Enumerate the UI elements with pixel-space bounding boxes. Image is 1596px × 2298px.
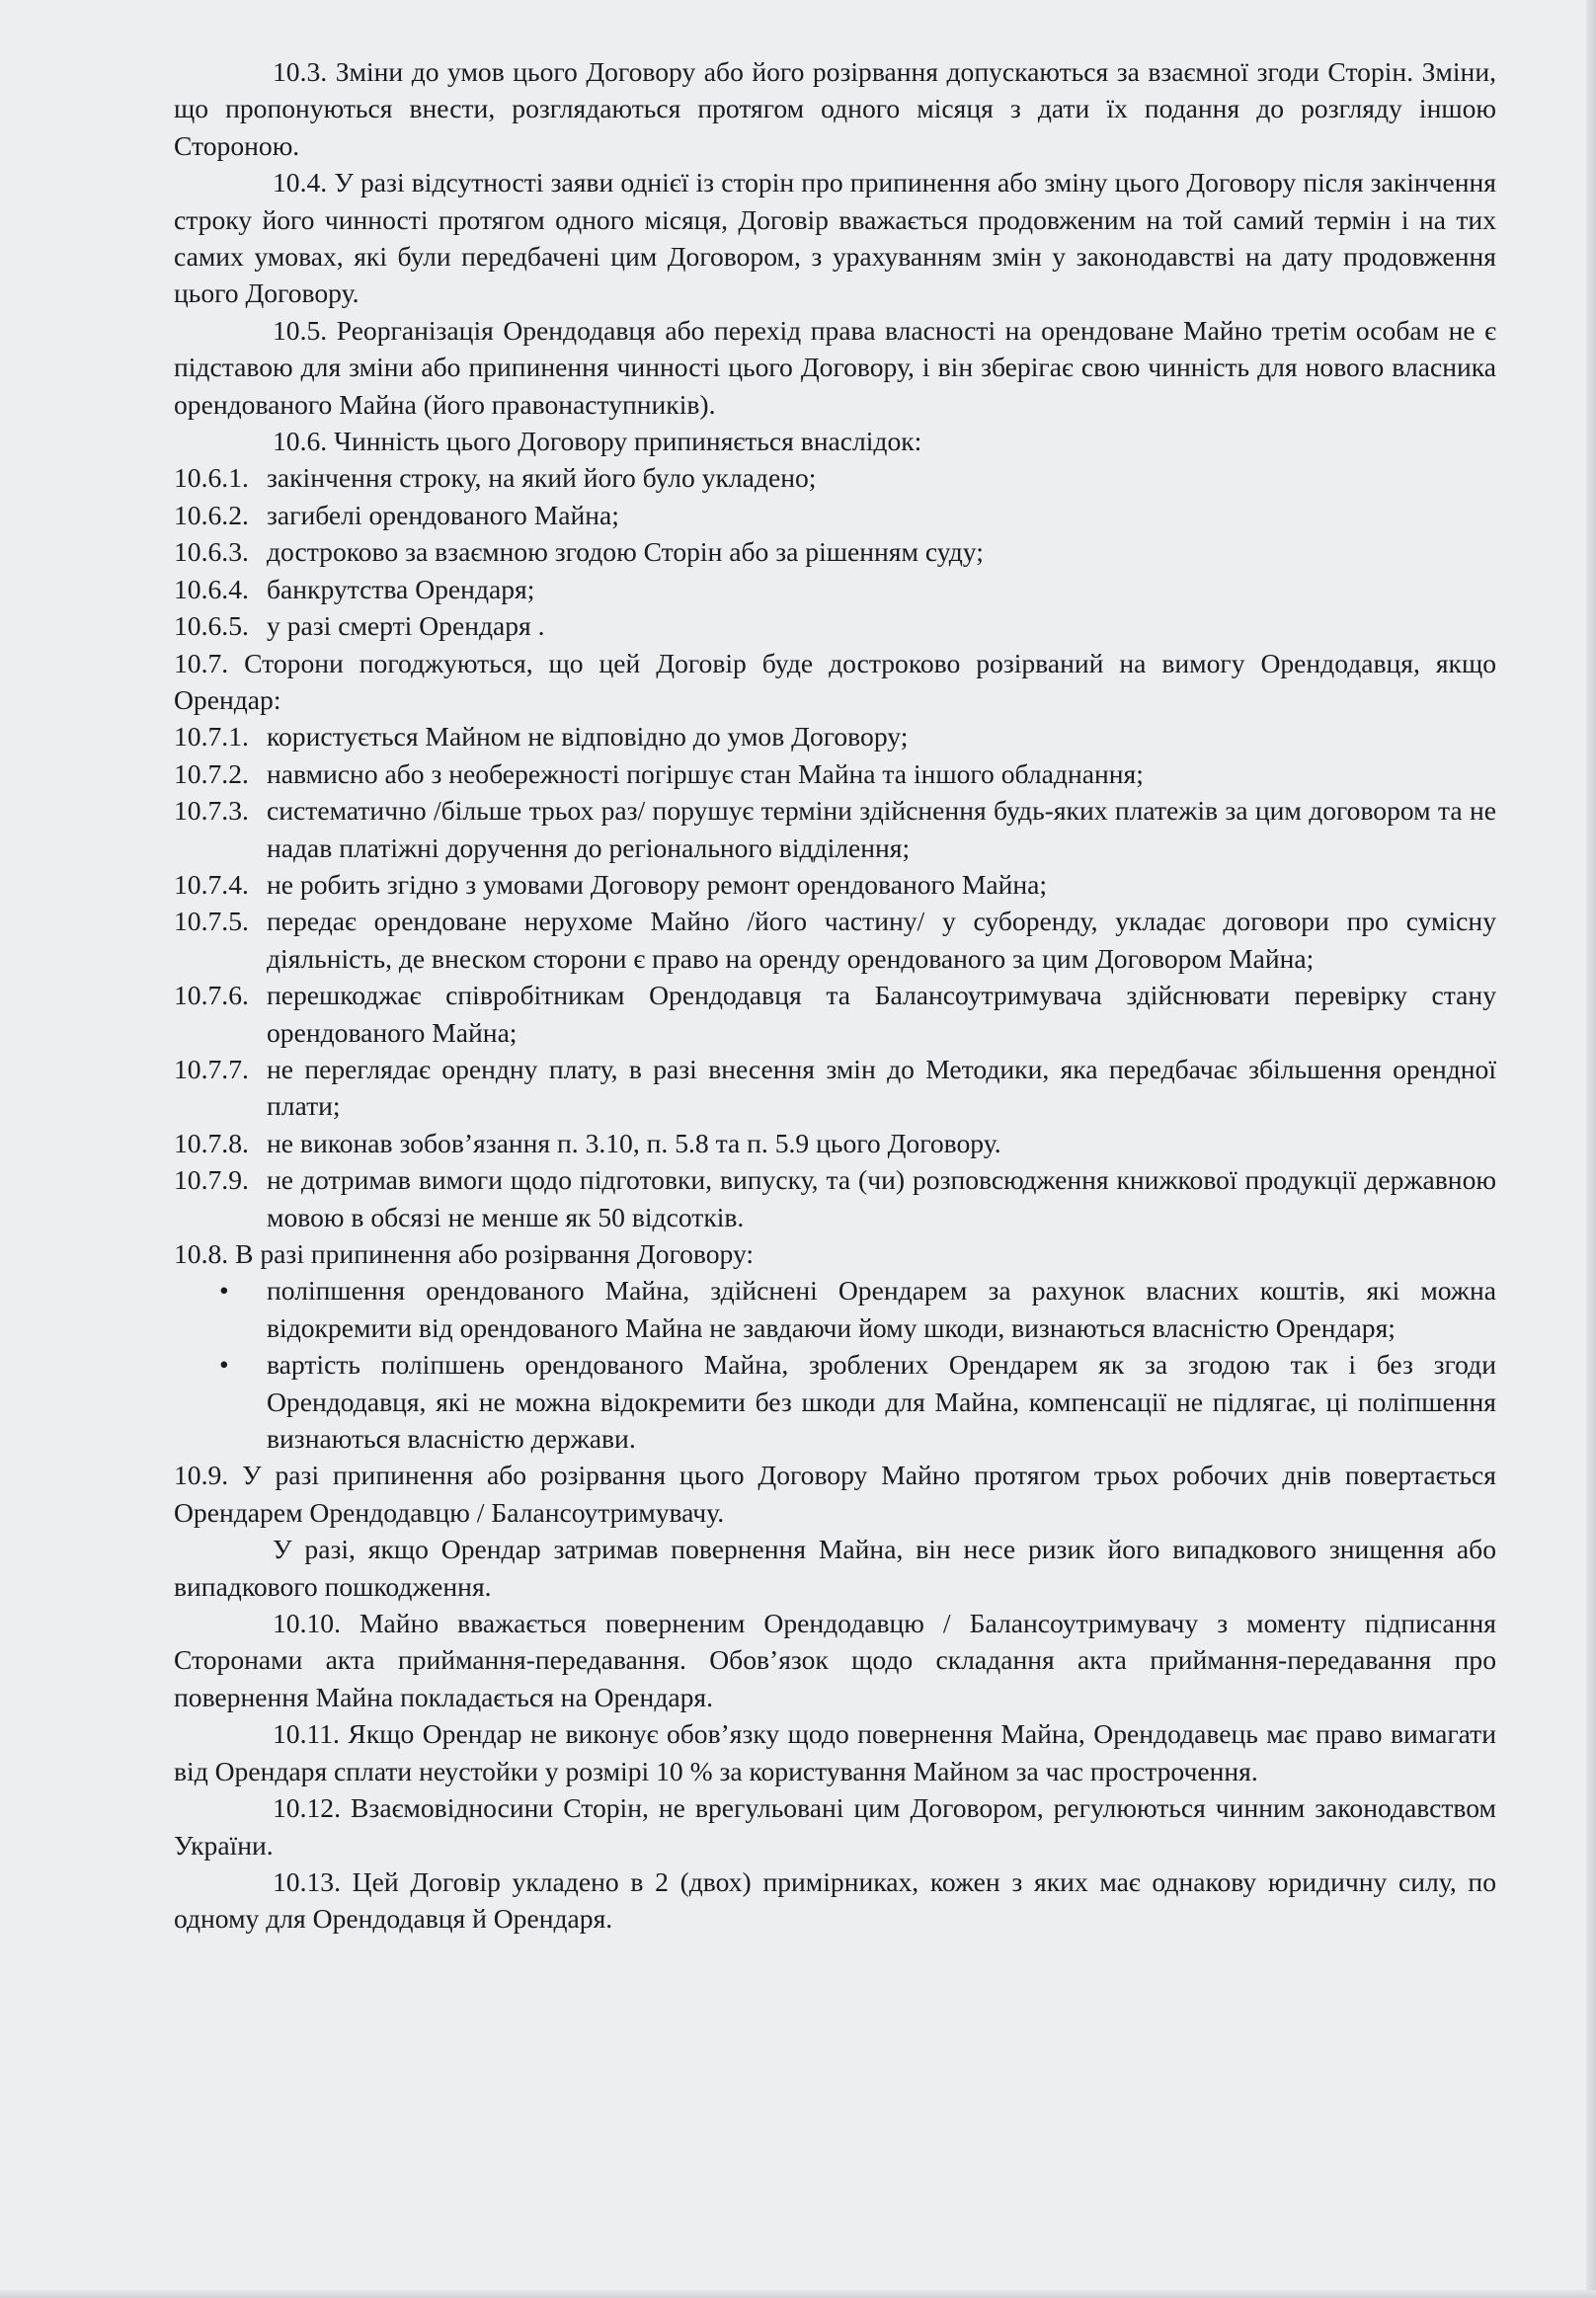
item-number: 10.7.1. (174, 721, 249, 753)
item-text: закінчення строку, на який його було укладено; (267, 462, 817, 494)
paragraph-10-8: 10.8. В разі припинення або розірвання Договору: (174, 1238, 755, 1269)
item-text: вартість поліпшень орендованого Майна, зроблених Орендарем як за згодою так і без згоди Орендодавця, які не можна відокремити без шкоди для Майна, компенсації не підлягає, ці поліпшення визнаються власністю держави. (267, 1349, 1496, 1455)
item-text: у разі смерті Орендаря . (267, 610, 545, 642)
item-text: користується Майном не відповідно до умов Договору; (267, 721, 909, 753)
item-text: достроково за взаємною згодою Сторін або за рішенням суду; (267, 536, 984, 568)
item-text: загибелі орендованого Майна; (267, 499, 619, 530)
list-item (174, 1051, 1496, 1125)
item-number: 10.7.2. (174, 757, 249, 789)
item-number: 10.7.4. (174, 868, 249, 900)
item-text: поліпшення орендованого Майна, здійснені Орендарем за рахунок власних коштів, які можна відокремити від орендованого Майна не завдаючи йому шкоди, визнаються власністю Орендаря; (267, 1275, 1496, 1343)
document-body (174, 53, 1496, 1938)
list-10-8 (174, 1272, 1496, 1457)
page-edge-bottom (0, 2290, 1596, 2298)
item-text: не робить згідно з умовами Договору ремонт орендованого Майна; (267, 868, 1048, 900)
list-item (174, 1125, 1496, 1161)
list-item (174, 533, 1496, 570)
item-text: не виконав зобов’язання п. 3.10, п. 5.8 та п. 5.9 цього Договору. (267, 1127, 1001, 1158)
list-item (174, 792, 1496, 866)
paragraph-10-3: 10.3. Зміни до умов цього Договору або його розірвання допускаються за взаємної згоди Сторін. Зміни, що пропонуються внести, розглядаються протягом одного місяця з дати їх подання до розгляду іншою Стороною. (174, 56, 1496, 161)
list-item (174, 977, 1496, 1051)
item-text: не переглядає орендну плату, в разі внесення змін до Методики, яка передбачає збільшення орендної плати; (267, 1053, 1496, 1122)
item-number: 10.7.7. (174, 1053, 249, 1084)
item-text: передає орендоване нерухоме Майно /його частину/ у суборенду, укладає договори про сумісну діяльність, де внеском сторони є право на оренду орендованого за цим Договором Майна; (267, 906, 1496, 974)
paragraph-10-6: 10.6. Чинність цього Договору припиняється внаслідок: (273, 426, 922, 457)
list-10-7 (174, 718, 1496, 1235)
item-text: перешкоджає співробітникам Орендодавця та Балансоутримувача здійснювати перевірку стану орендованого Майна; (267, 980, 1496, 1048)
bullet-item (174, 1272, 1496, 1346)
list-item (174, 497, 1496, 533)
item-number: 10.7.3. (174, 795, 249, 827)
bullet-item (174, 1346, 1496, 1457)
list-item (174, 1161, 1496, 1235)
paragraph-10-12: 10.12. Взаємовідносини Сторін, не врегульовані цим Договором, регулюються чинним законодавством України. (174, 1792, 1496, 1861)
item-text: навмисно або з необережності погіршує стан Майна та іншого обладнання; (267, 757, 1144, 789)
item-text: систематично /більше трьох раз/ порушує терміни здійснення будь-яких платежів за цим договором та не надав платіжні доручення до регіонального відділення; (267, 795, 1496, 863)
item-number: 10.6.1. (174, 462, 249, 494)
item-number: 10.6.4. (174, 573, 249, 604)
list-item (174, 718, 1496, 754)
item-number: 10.7.5. (174, 906, 249, 937)
list-item (174, 607, 1496, 644)
paragraph-10-4: 10.4. У разі відсутності заяви однієї із сторін про припинення або зміну цього Договору після закінчення строку його чинності протягом одного місяця, Договір вважається продовженим на той самий термін і на тих самих умовах, які були передбачені цим Договором, з урахуванням змін у законодавстві на дату продовження цього Договору. (174, 167, 1496, 309)
list-item (174, 866, 1496, 903)
item-text: не дотримав вимоги щодо підготовки, випуску, та (чи) розповсюдження книжкової продукції державною мовою в обсязі не менше як 50 відсотків. (267, 1164, 1496, 1232)
bullet-icon: • (219, 1275, 229, 1307)
page-edge-right (1586, 0, 1596, 2298)
item-number: 10.7.9. (174, 1164, 249, 1196)
paragraph-10-13: 10.13. Цей Договір укладено в 2 (двох) примірниках, кожен з яких має однакову юридичну силу, по одному для Орендодавця й Орендаря. (174, 1865, 1496, 1935)
paragraph-10-10: 10.10. Майно вважається поверненим Орендодавцю / Балансоутримувачу з моменту підписання Сторонами акта приймання-передавання. Обов’язок щодо складання акта приймання-передавання про повернення Майна покладається на Орендаря. (174, 1608, 1496, 1712)
paragraph-10-11: 10.11. Якщо Орендар не виконує обов’язку щодо повернення Майна, Орендодавець має право вимагати від Орендаря сплати неустойки у розмірі 10 % за користування Майном за час прострочення. (174, 1718, 1496, 1786)
item-number: 10.6.3. (174, 536, 249, 568)
paragraph-10-9: 10.9. У разі припинення або розірвання цього Договору Майно протягом трьох робочих днів повертається Орендарем Орендодавцю / Балансоутримувачу. (174, 1460, 1496, 1528)
item-text: банкрутства Орендаря; (267, 573, 535, 604)
list-item (174, 571, 1496, 607)
item-number: 10.7.8. (174, 1127, 249, 1158)
bullet-icon: • (219, 1349, 229, 1381)
item-number: 10.7.6. (174, 980, 249, 1011)
paragraph-10-9-continued: У разі, якщо Орендар затримав повернення Майна, він несе ризик його випадкового знищення або випадкового пошкодження. (174, 1534, 1496, 1602)
paragraph-10-7: 10.7. Сторони погоджуються, що цей Договір буде достроково розірваний на вимогу Орендодавця, якщо Орендар: (174, 647, 1496, 715)
list-item (174, 459, 1496, 496)
list-item (174, 755, 1496, 792)
list-10-6 (174, 459, 1496, 644)
item-number: 10.6.5. (174, 610, 249, 642)
paragraph-10-5: 10.5. Реорганізація Орендодавця або перехід права власності на орендоване Майно третім особам не є підставою для зміни або припинення чинності цього Договору, і він зберігає свою чинність для нового власника орендованого Майна (його правонаступників). (174, 314, 1496, 420)
item-number: 10.6.2. (174, 499, 249, 530)
list-item (174, 903, 1496, 977)
